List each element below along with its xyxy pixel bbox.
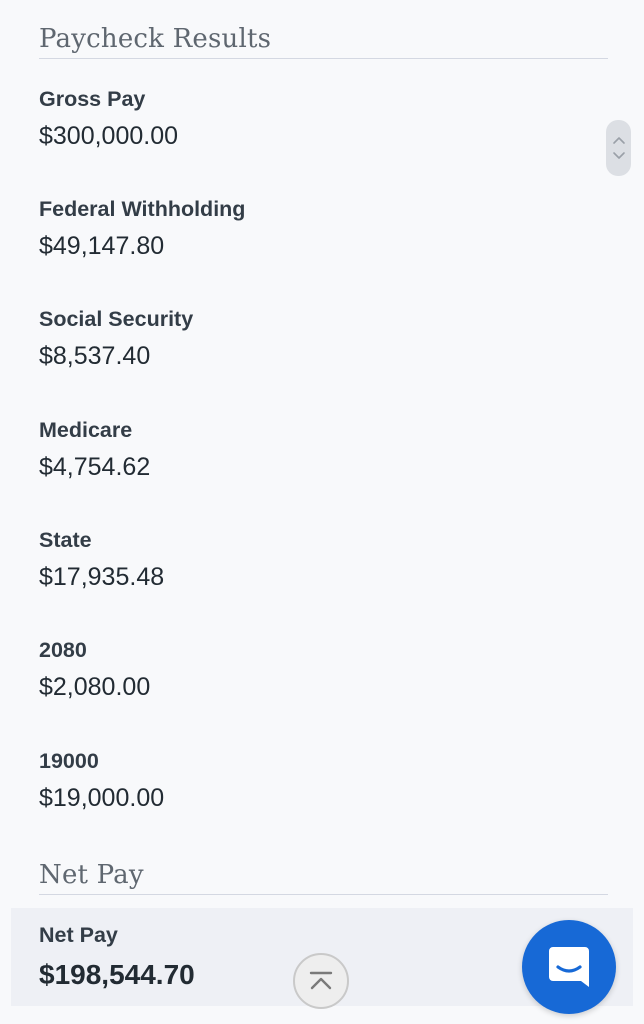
section-title-paycheck-results: Paycheck Results: [39, 24, 608, 59]
result-row-medicare: [39, 417, 579, 482]
net-pay-value: $198,544.70: [39, 959, 195, 990]
result-label: 19000: [39, 749, 99, 773]
scroll-arrows-icon[interactable]: [606, 120, 631, 176]
result-row-social-security: [39, 306, 579, 371]
result-label: Gross Pay: [39, 87, 146, 111]
result-value: $300,000.00: [39, 122, 179, 150]
back-to-top-icon: [308, 970, 334, 992]
result-value: $19,000.00: [39, 784, 165, 812]
result-label: 2080: [39, 638, 87, 662]
chevron-down-icon: [612, 150, 626, 162]
result-label: Medicare: [39, 418, 133, 442]
result-value: $2,080.00: [39, 673, 151, 701]
result-value: $49,147.80: [39, 232, 165, 260]
back-to-top-button[interactable]: [293, 953, 349, 1009]
chat-icon: [545, 943, 593, 991]
result-row-19000: [39, 748, 579, 813]
result-row-federal-withholding: [39, 196, 579, 261]
result-row-2080: [39, 637, 579, 702]
result-label: Social Security: [39, 307, 194, 331]
chat-button[interactable]: [522, 920, 616, 1014]
chevron-up-icon: [612, 134, 626, 146]
net-pay-label: Net Pay: [39, 923, 118, 947]
result-row-state: [39, 527, 579, 592]
result-value: $8,537.40: [39, 342, 151, 370]
result-row-gross-pay: [39, 86, 579, 151]
section-title-net-pay: Net Pay: [39, 860, 608, 895]
result-label: Federal Withholding: [39, 197, 246, 221]
result-value: $4,754.62: [39, 453, 151, 481]
result-label: State: [39, 528, 92, 552]
result-value: $17,935.48: [39, 563, 165, 591]
